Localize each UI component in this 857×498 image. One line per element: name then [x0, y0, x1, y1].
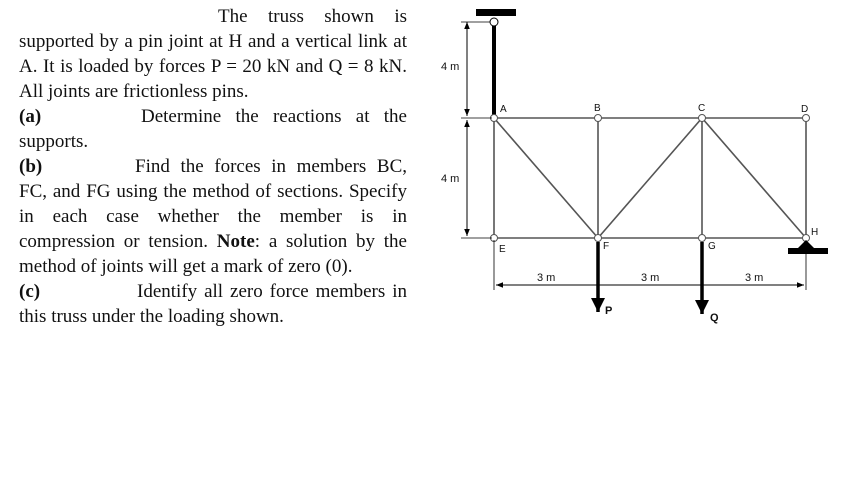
joint-D — [803, 115, 810, 122]
member-AF — [494, 118, 598, 238]
vertical-dimension — [461, 22, 492, 238]
joint-label-C: C — [698, 103, 706, 114]
part-a-text: Determine the reactions at the supports. — [19, 106, 407, 152]
part-c — [19, 279, 407, 329]
pin-support-H — [797, 240, 815, 249]
joint-label-E: E — [499, 244, 506, 255]
joint-label-F: F — [603, 241, 610, 252]
dim-upper-height: 4 m — [441, 61, 460, 73]
intro-lead: The truss shown is — [218, 6, 407, 27]
joint-label-A: A — [500, 104, 507, 115]
joint-label-D: D — [801, 104, 809, 115]
part-a-label: (a) — [19, 106, 42, 127]
part-c-label: (c) — [19, 281, 41, 302]
dim-span-3: 3 m — [745, 272, 764, 284]
part-b — [19, 154, 407, 279]
joint-C — [699, 115, 706, 122]
part-c-text: Identify all zero force members in this truss under the loading shown. — [19, 281, 407, 327]
member-FC — [598, 118, 702, 238]
dim-lower-height: 4 m — [441, 173, 460, 185]
joint-label-H: H — [811, 227, 819, 238]
dim-span-2: 3 m — [641, 272, 660, 284]
note-label: Note — [216, 231, 255, 252]
truss-diagram — [420, 0, 857, 340]
load-Q-label: Q — [710, 312, 719, 324]
load-P-label: P — [605, 305, 613, 317]
note-text: : a solution by the method of joints will get a mark of zero (0). — [19, 231, 407, 277]
link-top-pin — [490, 18, 498, 26]
problem-statement — [19, 4, 407, 329]
intro-rest: supported by a pin joint at H and a vertical link at A. It is loaded by forces P = 20 kN and Q = 8 kN. All joints are frictionless pins. — [19, 31, 407, 102]
member-CH — [702, 118, 806, 238]
part-a — [19, 104, 407, 154]
joint-label-B: B — [594, 103, 601, 114]
joint-F — [595, 235, 602, 242]
dim-span-1: 3 m — [537, 272, 556, 284]
joint-B — [595, 115, 602, 122]
joint-G — [699, 235, 706, 242]
part-b-label: (b) — [19, 156, 43, 177]
part-b-text: Find the forces in members BC, FC, and FG using the method of sections. Specify in each case whether the member is in compression or tension. — [19, 156, 407, 252]
intro-paragraph — [19, 4, 407, 104]
ground-H — [788, 248, 828, 254]
joint-label-G: G — [708, 241, 716, 252]
truss-members — [494, 118, 806, 238]
top-ground-support — [476, 9, 516, 16]
